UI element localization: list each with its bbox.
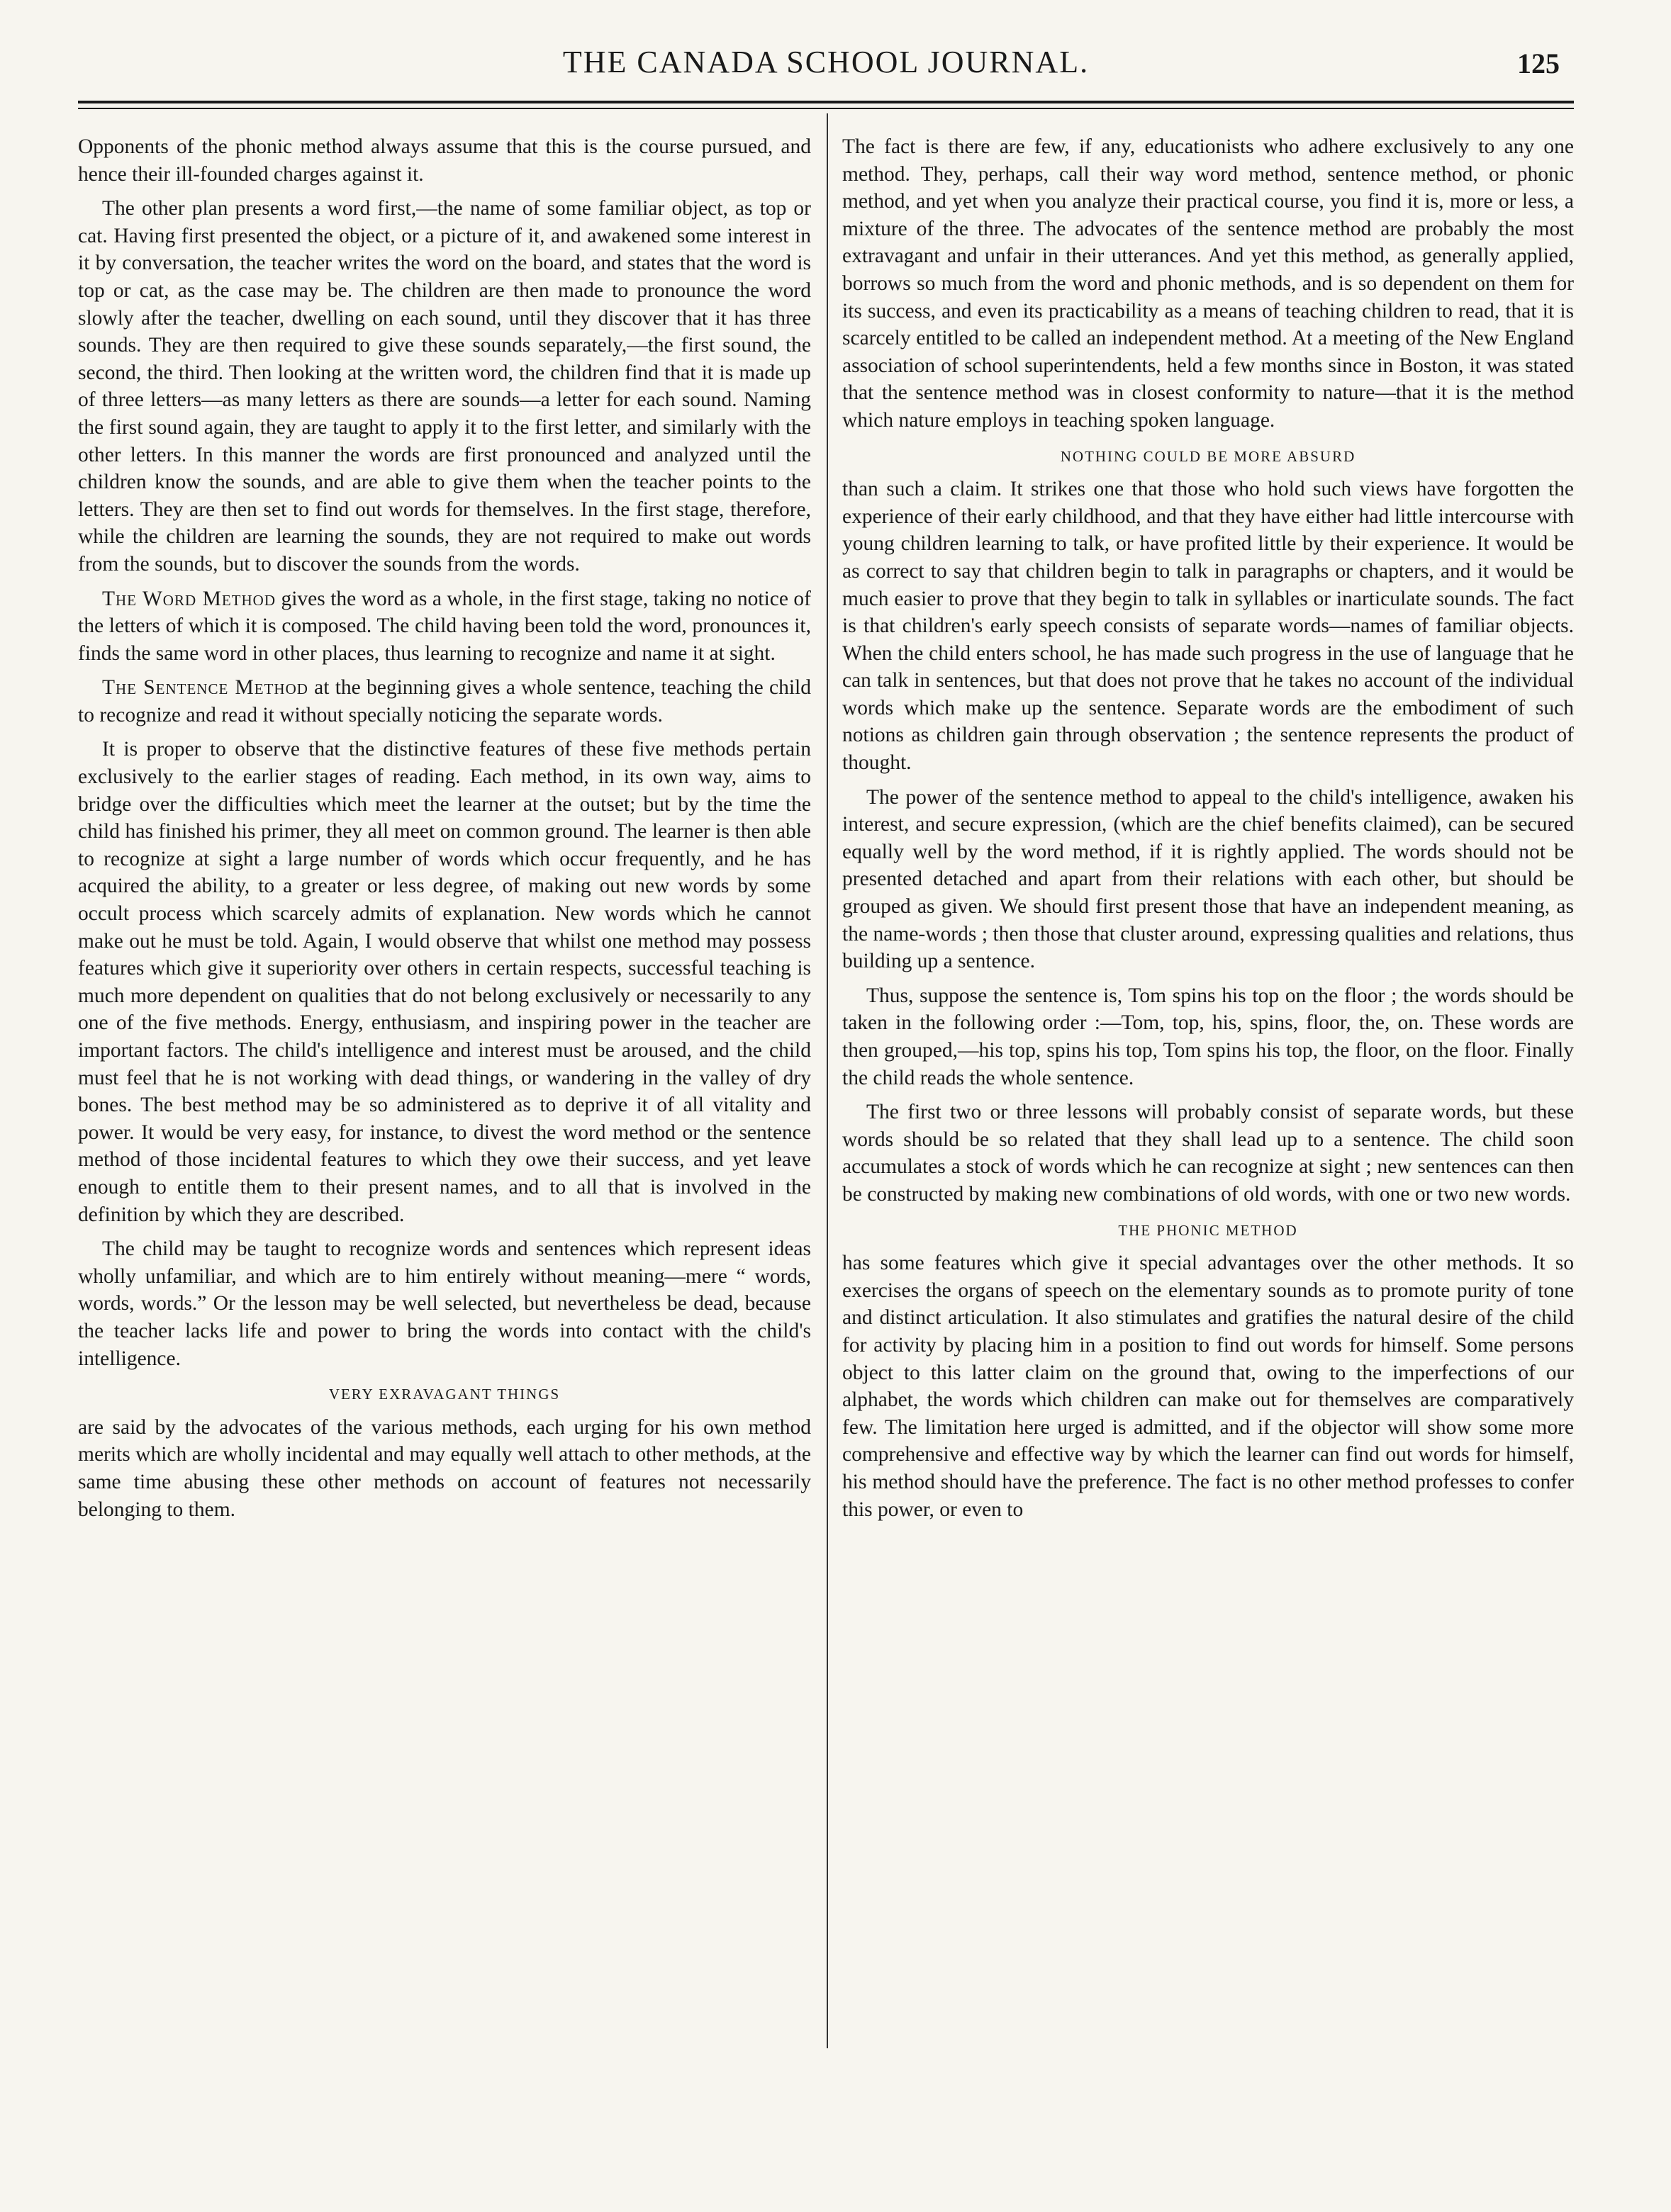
page-number: 125 [1517, 47, 1560, 79]
page-header [78, 44, 1574, 94]
paragraph: than such a claim. It strikes one that those who hold such views have forgotten the experience of their early childhood, and that they have either had little intercourse with young children learning to talk, or have profited little by their experience. It would be as correct to say that children begin to talk in paragraphs or chapters, and it would be much easier to prove that they begin to talk in syllables or inarticulate sounds. The fact is that children's early speech consists of separate words—names of familiar objects. When the child enters school, he has made such progress in the use of language that he can talk in sentences, but that does not prove that he takes no account of the individual words which make up the sentence. Separate words are the embodiment of such notions as children gain through observation ; the sentence represents the product of thought. [842, 478, 1574, 775]
paragraph [78, 674, 811, 729]
paragraph: Opponents of the phonic method always assume that this is the course pursued, and hence their ill-founded charges against it. [78, 135, 811, 186]
paragraph-text: gives the word as a whole, in the first stage, taking no notice of the letters of which it is composed. The child having been told the word, pronounces it, finds the same word in other places, thus learning to recognize and name it at sight. [78, 587, 811, 665]
run-in-heading: The Sentence Method [102, 676, 308, 700]
paragraph: The power of the sentence method to appeal to the child's intelligence, awaken his interest, and secure expression, (which are the chief benefits claimed), can be secured equally well by the word method, if it is rightly applied. The words should not be presented detached and apart from their relations with each other, but should be grouped as given. We should first present those that have an independent meaning, as the name-words ; then those that cluster around, expressing qualities and relations, thus building up a sentence. [842, 785, 1574, 973]
paragraph: are said by the advocates of the various methods, each urging for his own method merits which are wholly incidental and may equally well attach to other methods, at the same time abusing these other methods on account of features not necessarily belonging to them. [78, 1415, 811, 1521]
right-column [842, 133, 1574, 2047]
paragraph: It is proper to observe that the distinctive features of these five methods pertain exclusively to the earlier stages of reading. Each method, in its own way, aims to bridge over the difficulties which meet the learner at the outset; but by the time the child has finished his primer, they all meet on common ground. The learner is then able to recognize at sight a large number of words which occur frequently, and he has acquired the ability, to a greater or less degree, of making out new words by some occult process which scarcely admits of explanation. New words which he cannot make out he must be told. Again, I would observe that whilst one method may possess features which give it superiority over others in certain respects, successful teaching is much more dependent on qualities that do not belong exclusively or necessarily to any one of the five methods. Energy, enthusiasm, and inspiring power in the teacher are important factors. The child's intelligence and interest must be aroused, and the child must feel that he is not working with dead things, or wandering in the valley of dry bones. The best method may be so administered as to deprive it of all vitality and power. It would be very easy, for instance, to divest the word method or the sentence method of those incidental features to which they owe their success, and yet leave enough to entitle them to their present names, and to all that is involved in the definition by which they are described. [78, 738, 811, 1226]
paragraph [78, 585, 811, 668]
column-divider [827, 113, 828, 2048]
paragraph: The child may be taught to recognize words and sentences which represent ideas wholly unfamiliar, and which are to him entirely without meaning—mere “ words, words, words.” Or the lesson may be well selected, but nevertheless be dead, because the teacher lacks life and power to bring the words into contact with the child's intelligence. [78, 1237, 811, 1370]
section-subheading: THE PHONIC METHOD [1118, 1221, 1298, 1239]
paragraph: The other plan presents a word first,—the name of some familiar object, as top or cat. Having first presented the object, or a picture of it, and awakened some interest in it by conversation, the teacher writes the word on the board, and states that the word is top or cat, as the case may be. The children are then made to pronounce the word slowly after the teacher, dwelling on each sound, until they discover that it has three sounds. They are then required to give these sounds separately,—the first sound, the second, the third. Then looking at the written word, the children find that it is made up of three letters—as many letters as there are sounds—a letter for each sound. Naming the first sound again, they are taught to apply it to the first letter, and similarly with the other letters. In this manner the words are first pronounced and analyzed until the children know the sounds, and are able to give them when the teacher points to the letters. They are then set to find out words for themselves. In the first stage, therefore, while the children are learning the sounds, they are not required to make out words from the sounds, but to discover the sounds from the words. [78, 197, 811, 576]
running-title: THE CANADA SCHOOL JOURNAL. [562, 45, 1090, 79]
left-column [78, 133, 811, 2047]
section-subheading: VERY EXRAVAGANT THINGS [328, 1386, 561, 1403]
paragraph-text: at the beginning gives a whole sentence, teaching the child to recognize and read it without specially noticing the separate words. [78, 676, 811, 726]
paragraph: The fact is there are few, if any, educationists who adhere exclusively to any one method. They, perhaps, call their way word method, sentence method, or phonic method, and yet when you analyze their practical course, you find it is, more or less, a mixture of the three. The advocates of the sentence method are probably the most extravagant and unfair in their utterances. And yet this method, as generally applied, borrows so much from the word and phonic methods, and is so dependent on them for its success, and even its practicability as a means of teaching children to read, that it is scarcely entitled to be called an independent method. At a meeting of the New England association of school superintendents, held a few months since in Boston, it was stated that the sentence method was in closest conformity to nature—that it is the method which nature employs in teaching spoken language. [842, 135, 1574, 432]
header-rule-thin [78, 108, 1574, 109]
header-rule-thick [78, 101, 1574, 103]
section-subheading: NOTHING COULD BE MORE ABSURD [1060, 447, 1356, 465]
run-in-heading: The Word Method [102, 587, 276, 610]
paragraph: The first two or three lessons will probably consist of separate words, but these words should be so related that they shall lead up to a sentence. The child soon accumulates a stock of words which he can recognize at sight ; new sentences can then be constructed by making new combinations of old words, with one or two new words. [842, 1101, 1574, 1206]
paragraph: Thus, suppose the sentence is, Tom spins his top on the floor ; the words should be taken in the following order :—Tom, top, his, spins, floor, the, on. These words are then grouped,—his top, spins his top, Tom spins his top, the floor, on the floor. Finally the child reads the whole sentence. [842, 984, 1574, 1089]
paragraph: has some features which give it special advantages over the other methods. It so exercises the organs of speech on the elementary sounds as to promote purity of tone and distinct articulation. It also stimulates and gratifies the natural desire of the child for activity by placing him in a position to find out words for himself. Some persons object to this latter claim on the ground that, owing to the imperfections of our alphabet, the words which children can make out for themselves are comparatively few. The limitation here urged is admitted, and if the objector will show some more comprehensive and effective way by which the learner can find out words for himself, his method should have the preference. The fact is no other method professes to confer this power, or even to [842, 1252, 1574, 1521]
